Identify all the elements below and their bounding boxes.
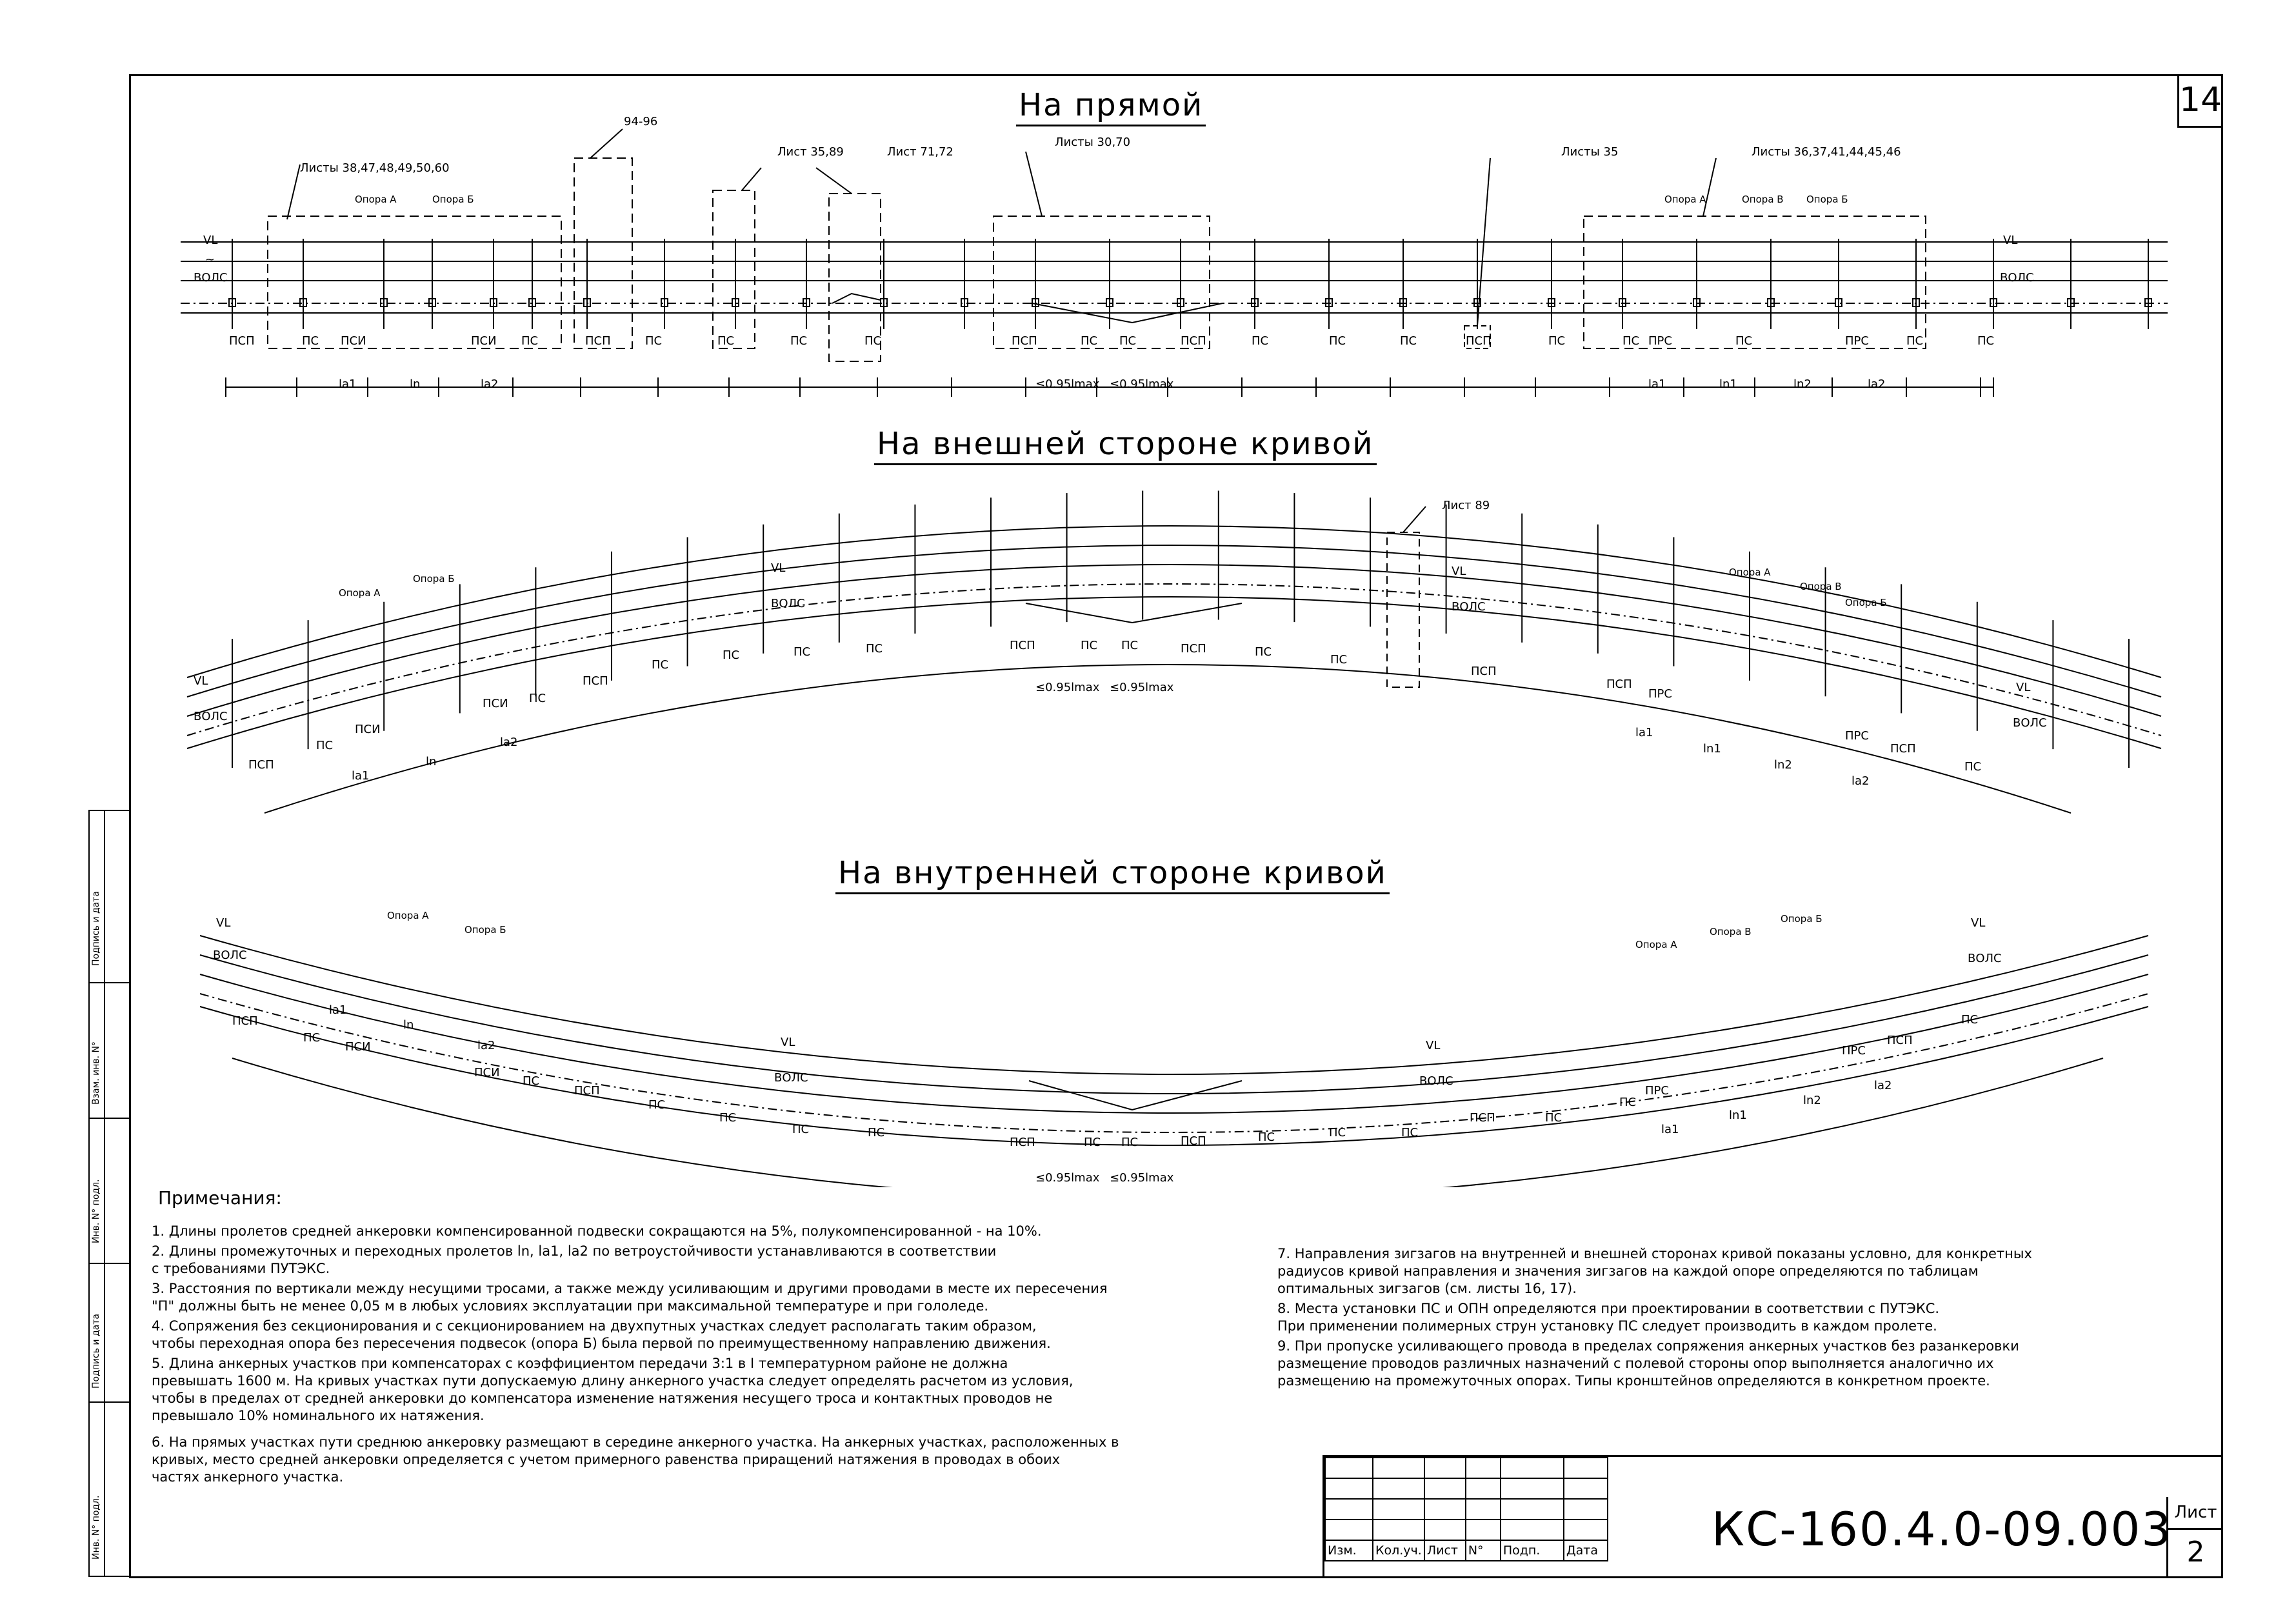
pole-label: ПС [303,1031,321,1045]
pole-label: ПС [1977,334,1995,348]
stamp-table [1324,1457,1608,1561]
wire-label-vl: VL [203,234,218,247]
wire-label-vl: VL [216,916,231,930]
pole-label: ПС [1961,1013,1979,1027]
pole-label: ПСП [585,334,611,348]
pole-label: ПСП [583,674,608,688]
span-label: ln [403,1018,414,1032]
sheet-label: Лист [2168,1497,2223,1530]
note-item: 7. Направления зигзагов на внутренней и внешней сторонах кривой показаны условно, для конкретных радиусов кривой направления и значения зигзагов на каждой опоре определяются по таблицам оптимальных зигзагов (см. листы 16, 17). [1277,1246,2032,1296]
pole-label: Опора А [1635,939,1677,950]
pole-label: ПС [1121,1136,1139,1149]
pole-label: Опора В [1800,581,1842,592]
pole-label: ПСП [1890,742,1916,756]
pole-label: ПС [1255,645,1272,659]
pole-label: ПС [790,334,808,348]
ref-label: 94-96 [624,115,658,128]
pole-label: ПС [1622,334,1640,348]
wire-label-vols: ВОЛС [213,949,247,962]
note-item: 8. Места установки ПС и ОПН определяются при проектировании в соответствии с ПУТЭКС. При применении полимерных струн установку ПС следует производить в каждом пролете. [1277,1301,1940,1334]
pole-label: ПС [866,642,883,656]
span-label: ln2 [1793,377,1812,391]
note-item: 5. Длина анкерных участков при компенсаторах с коэффициентом передачи 3:1 в I температурном районе не должна превышать 1600 м. На кривых участках пути допускаемую длину анкерного участка следует определять расчетом из условия, чтобы в пределах от средней анкеровки до компенсатора изменение натяжения несущего троса и контактных проводов не превышало 10% номинального их натяжения. [152,1356,1073,1423]
section-title-inner-curve: На внутренней стороне кривой [835,855,1390,894]
sheet-box [2166,1497,2223,1576]
pole-label: ПСП [232,1014,258,1028]
pole-label: ПС [723,648,740,662]
pole-label: ПС [719,1111,737,1125]
pole-label: ПС [1119,334,1137,348]
pole-label: Опора А [387,910,429,921]
section-title-outer-curve: На внешней стороне кривой [874,426,1377,465]
span-label: la2 [1868,377,1886,391]
pole-label: ПСП [1010,1136,1035,1149]
corner-sheet-box: 14 [2177,74,2221,128]
pole-label: ПС [717,334,735,348]
pole-label: ПСП [1466,334,1492,348]
pole-label: ПРС [1845,334,1869,348]
pole-label: ПС [521,334,539,348]
pole-label: ПС [1258,1130,1275,1144]
ref-label: Лист 71,72 [887,145,953,159]
wire-label-vl: VL [781,1036,795,1049]
notes-left [152,1223,1274,1486]
stamp-header: Подп. [1501,1540,1564,1561]
pole-label: Опора Б [1781,913,1822,925]
pole-label: ПСП [1012,334,1037,348]
span-label: la2 [477,1039,495,1052]
notes-right [1277,1245,2200,1390]
pole-label: ПСП [229,334,255,348]
pole-label: ПСП [1010,639,1035,652]
pole-label: ПС [1329,1126,1346,1139]
span-label: la1 [352,769,370,783]
span-label: ≤0.95lmax [1035,681,1100,694]
pole-label: ПС [1084,1136,1101,1149]
sidebar-label: Инв. N° подл. [91,1179,101,1243]
wire-label-vols: ВОЛС [2000,271,2034,285]
note-item: 3. Расстояния по вертикали между несущими тросами, а также между усиливающим и другими проводами в месте их пересечения "П" должны быть не менее 0,05 м в любых условиях эксплуатации при максимальной температуре и при гололеде. [152,1281,1108,1314]
pole-label: ПС [1252,334,1269,348]
sidebar-label: Взам. инв. N° [91,1041,101,1105]
span-label: la2 [1874,1079,1892,1092]
pole-label: ПС [1548,334,1566,348]
ref-label: Листы 36,37,41,44,45,46 [1752,145,1901,159]
pole-label: Опора А [1729,567,1771,578]
span-label: ln1 [1719,377,1737,391]
pole-label: ПС [1735,334,1753,348]
wire-label-vl: VL [1426,1039,1441,1052]
pole-label: ПС [316,739,334,752]
pole-label: ПС [794,645,811,659]
pole-label: Опора А [339,587,381,599]
pole-label: ПС [1329,334,1346,348]
pole-label: ПС [1545,1111,1562,1125]
pole-label: ПС [1400,334,1417,348]
left-sidebar [88,810,130,1577]
stamp-header: Дата [1564,1540,1608,1561]
wire-label-vols: ВОЛС [194,710,228,723]
wire-label-vols: ВОЛС [1452,600,1486,614]
pole-label: ПРС [1648,334,1672,348]
span-label: la1 [1648,377,1666,391]
pole-label: ПС [529,692,546,705]
stamp-header: Изм. [1325,1540,1373,1561]
note-item: 9. При пропуске усиливающего провода в пределах сопряжения анкерных участков без разанкеровки размещение проводов различных назначений с полевой стороны опор выполняется аналогично их размещению на промежуточных опорах. Типы кронштейнов определяются в конкретном проекте. [1277,1338,2019,1389]
pole-label: ПСИ [345,1040,371,1054]
notes-title: Примечания: [158,1187,282,1209]
pole-label: ПРС [1845,729,1869,743]
ref-label: Листы 35 [1561,145,1619,159]
wire-label-vols: ВОЛС [2013,716,2047,730]
pole-label: Опора Б [413,573,455,585]
stamp-header: Лист [1424,1540,1466,1561]
pole-label: ПС [523,1074,540,1088]
pole-label: Опора В [1710,926,1752,938]
ref-label: Лист 35,89 [777,145,844,159]
wire-label-vl: VL [1971,916,1986,930]
span-label: la1 [1635,726,1653,739]
wire-label-vl: VL [771,561,786,575]
diagram-straight [161,116,2193,407]
wire-label-vl: VL [194,674,208,688]
pole-label: ПСП [1887,1034,1913,1047]
sidebar-label: Подпись и дата [91,891,101,966]
wire-label-vl: VL [1452,565,1466,578]
wire-label-vols: ВОЛС [774,1071,808,1085]
pole-label: Опора Б [432,194,474,205]
pole-label: ПС [1964,760,1982,774]
span-label: ≤0.95lmax [1035,1171,1100,1185]
pole-label: ПСП [1181,642,1206,656]
span-label: ≤0.95lmax [1110,681,1174,694]
pole-label: ПС [652,658,669,672]
note-item: 1. Длины пролетов средней анкеровки компенсированной подвески сокращаются на 5%, полукомпенсированной - на 10%. [152,1223,1042,1239]
span-label: ln [426,755,437,768]
span-label: ln2 [1774,758,1792,772]
wire-label-vols: ВОЛС [194,271,228,285]
span-label: la1 [329,1003,347,1017]
pole-label: ПСИ [474,1066,500,1079]
pole-label: ПСИ [471,334,497,348]
pole-label: ПС [1401,1126,1419,1139]
pole-label: ПС [302,334,319,348]
span-label: ≤0.95lmax [1110,1171,1174,1185]
pole-label: ПРС [1645,1084,1669,1098]
pole-label: ПСП [1470,1111,1495,1125]
pole-label: ПСП [248,758,274,772]
pole-label: ПС [1906,334,1924,348]
pole-label: ПРС [1842,1044,1866,1058]
span-label: la2 [1852,774,1870,788]
wire-label-tilde: ~ [205,253,215,266]
span-label: ln2 [1803,1094,1821,1107]
pole-label: ПСИ [355,723,381,736]
wire-label-vols: ВОЛС [771,597,805,610]
pole-label: ПС [1121,639,1139,652]
pole-label: ПСИ [483,697,508,710]
pole-label: ПС [1081,334,1098,348]
wire-label-vl: VL [2016,681,2031,694]
pole-label: ПС [645,334,663,348]
pole-label: Опора Б [464,924,506,936]
pole-label: Опора А [355,194,397,205]
span-label: la1 [1661,1123,1679,1136]
pole-label: ПС [868,1126,885,1139]
pole-label: Опора Б [1845,597,1887,608]
note-item: 6. На прямых участках пути среднюю анкеровку размещают в середине анкерного участка. На анкерных участках, расположенных в кривых, место средней анкеровки определяется с учетом примерного равенства приращений натяжения в проводах в обоих частях анкерного участка. [152,1434,1119,1485]
wire-label-vols: ВОЛС [1968,952,2002,965]
pole-label: ПСИ [341,334,366,348]
pole-label: ПРС [1648,687,1672,701]
pole-label: ПСП [1471,665,1497,678]
pole-label: ПС [864,334,882,348]
title-block [1323,1455,2221,1576]
span-label: ln1 [1729,1109,1747,1122]
pole-label: ПС [792,1123,810,1136]
note-item: 2. Длины промежуточных и переходных пролетов ln, la1, la2 по ветроустойчивости устанавливаются в соответствии с требованиями ПУТЭКС. [152,1243,997,1276]
pole-label: Опора В [1742,194,1784,205]
pole-label: ПС [1081,639,1098,652]
stamp-header: Кол.уч. [1373,1540,1424,1561]
diagram-outer-curve [161,477,2193,839]
span-label: la2 [481,377,499,391]
stamp-header: N° [1466,1540,1501,1561]
ref-label: Листы 30,70 [1055,136,1131,149]
span-label: la1 [339,377,357,391]
ref-label: Листы 38,47,48,49,50,60 [300,161,450,175]
pole-label: ПС [1330,653,1348,667]
pole-label: ПС [1619,1096,1637,1109]
wire-label-vols: ВОЛС [1419,1074,1453,1088]
span-label: ln [410,377,421,391]
span-label: ln1 [1703,742,1721,756]
span-label: ≤0.95lmax [1110,377,1174,391]
pole-label: ПС [648,1098,666,1112]
pole-label: ПСП [574,1084,600,1098]
section-title-straight: На прямой [1016,87,1206,126]
span-label: la2 [500,736,518,749]
wire-label-vl: VL [2003,234,2018,247]
span-label: ≤0.95lmax [1035,377,1100,391]
doc-code: КС-160.4.0-09.003 [1712,1502,2173,1556]
sheet-number: 2 [2186,1536,2205,1569]
note-item: 4. Сопряжения без секционирования и с секционированием на двухпутных участках следует располагать таким образом, чтобы переходная опора без пересечения подвесок (опора Б) была первой по преимущественному направлению движения. [152,1318,1051,1351]
pole-label: Опора А [1664,194,1706,205]
sidebar-label: Инв. N° подл. [91,1495,101,1560]
pole-label: ПСП [1181,334,1206,348]
pole-label: ПСП [1181,1134,1206,1148]
pole-label: ПСП [1606,678,1632,691]
sidebar-label: Подпись и дата [91,1314,101,1389]
pole-label: Опора Б [1806,194,1848,205]
ref-label: Лист 89 [1442,499,1490,512]
